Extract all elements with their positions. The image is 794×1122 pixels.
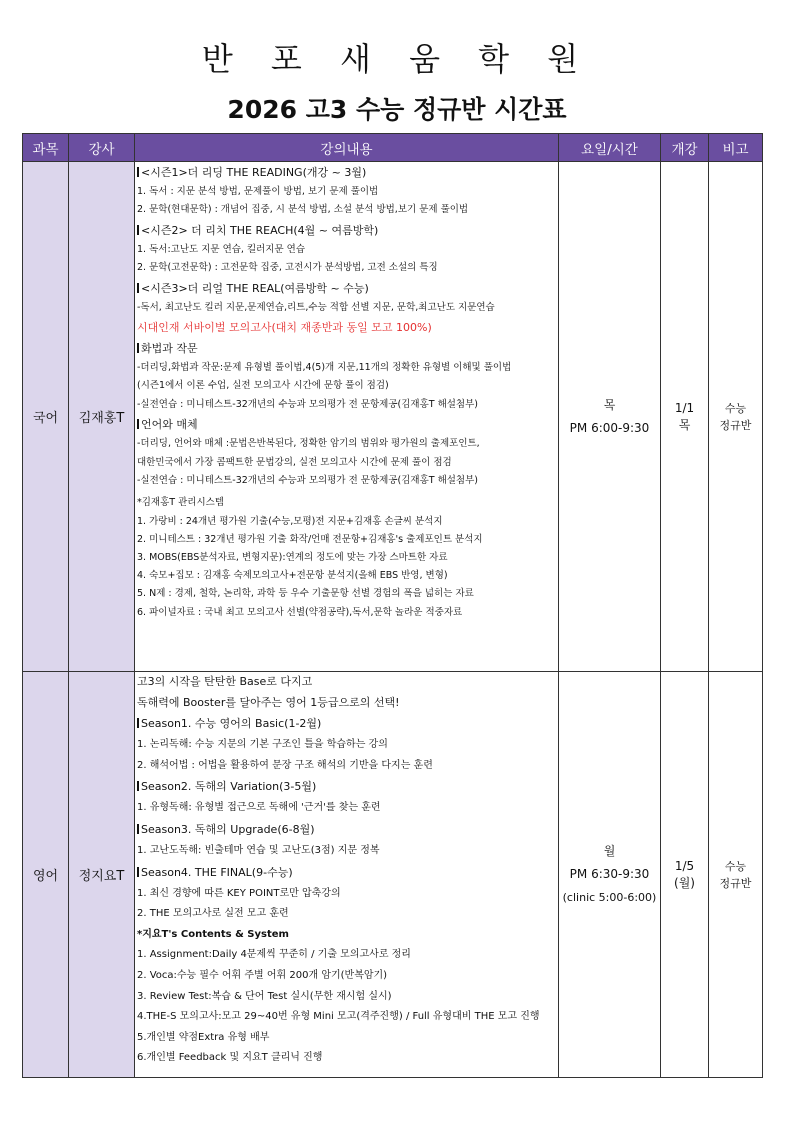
teacher-cell: 김재홍T bbox=[69, 162, 135, 672]
content-line: (시즌1에서 이론 수업, 실전 모의고사 시간에 문항 풀이 점검) bbox=[137, 380, 389, 392]
schedule-day: 목 bbox=[603, 397, 616, 412]
content-line: 1. 최신 경향에 따른 KEY POINT로만 압축강의 bbox=[137, 887, 341, 899]
header-subject: 과목 bbox=[23, 134, 69, 162]
teacher-cell: 정지요T bbox=[69, 672, 135, 1078]
section-heading: 화법과 작문 bbox=[137, 338, 556, 359]
note-cell bbox=[709, 162, 763, 672]
content-line: 2. 해석어법 : 어법을 활용하여 문장 구조 해석의 기반을 다지는 훈련 bbox=[137, 759, 433, 771]
content-line: 3. Review Test:복습 & 단어 Test 실시(무한 재시험 실시) bbox=[137, 990, 392, 1002]
season-heading: Season4. THE FINAL(9-수능) bbox=[137, 862, 556, 884]
clinic-time: (clinic 5:00-6:00) bbox=[562, 891, 657, 904]
content-line: 5.개인별 약점Extra 유형 배부 bbox=[137, 1031, 270, 1043]
content-line: 1. 유형독해: 유형별 접근으로 독해에 '근거'를 찾는 훈련 bbox=[137, 802, 381, 814]
content-cell bbox=[135, 672, 559, 1078]
content-line: 1. 가랑비 : 24개년 평가원 기출(수능,모평)전 지문+김재홍 손글씨 분석지 bbox=[137, 515, 443, 527]
content-line: 3. MOBS(EBS분석자료, 변형지문):연계의 정도에 맞는 가장 스마트한 자료 bbox=[137, 552, 448, 564]
header-teacher: 강사 bbox=[69, 134, 135, 162]
start-cell bbox=[661, 672, 709, 1078]
highlight-line: 시대인재 서바이벌 모의고사(대치 재종반과 동일 모고 100%) bbox=[137, 321, 432, 335]
season-heading: Season3. 독해의 Upgrade(6-8월) bbox=[137, 819, 556, 841]
content-line: 2. 문학(고전문학) : 고전문학 집중, 고전시가 분석방법, 고전 소설의 특징 bbox=[137, 262, 438, 274]
schedule-time: PM 6:30-9:30 bbox=[569, 867, 650, 881]
schedule-time: PM 6:00-9:30 bbox=[569, 420, 650, 435]
header-note: 비고 bbox=[709, 134, 763, 162]
content-line: 1. 독서:고난도 지문 연습, 킬러지문 연습 bbox=[137, 243, 306, 255]
content-cell bbox=[135, 162, 559, 672]
content-line: 1. Assignment:Daily 4문제씩 꾸준히 / 기출 모의고사로 정리 bbox=[137, 949, 411, 961]
system-heading: *김재홍T 관리시스템 bbox=[137, 497, 224, 509]
content-line: -더리딩, 언어와 매체 :문법은반복된다, 정확한 암기의 범위와 평가원의 출제포인트, bbox=[137, 438, 480, 450]
table-row-korean bbox=[23, 162, 763, 672]
start-date: 1/1 bbox=[674, 400, 695, 415]
note-line: 정규반 bbox=[719, 876, 752, 890]
schedule-day: 월 bbox=[603, 844, 616, 858]
subject-cell: 국어 bbox=[23, 162, 69, 672]
schedule-cell bbox=[559, 672, 661, 1078]
content-line: 2. THE 모의고사로 실전 모고 훈련 bbox=[137, 908, 289, 920]
content-line: 대한민국에서 가장 콤팩트한 문법강의, 실전 모의고사 시간에 문제 풀이 점검 bbox=[137, 456, 452, 468]
content-line: 4.THE-S 모의고사:모고 29~40번 유형 Mini 모고(격주진행) / Full 유형대비 THE 모고 진행 bbox=[137, 1011, 540, 1023]
schedule-table bbox=[22, 133, 763, 1078]
content-line: 1. 독서 : 지문 분석 방법, 문제풀이 방법, 보기 문제 풀이법 bbox=[137, 186, 379, 197]
season-heading: <시즌2> 더 리치 THE REACH(4월 ~ 여름방학) bbox=[137, 220, 556, 241]
content-line: 2. 미니테스트 : 32개년 평가원 기출 화작/언매 전문항+김재홍's 출제포인트 분석지 bbox=[137, 533, 483, 545]
start-day: 목 bbox=[678, 417, 691, 432]
intro-line: 고3의 시작을 탄탄한 Base로 다지고 bbox=[137, 675, 313, 688]
content-line: -더리딩,화법과 작문:문제 유형별 풀이법,4(5)개 지문,11개의 정확한 유형별 이해및 풀이법 bbox=[137, 362, 512, 374]
start-cell bbox=[661, 162, 709, 672]
timetable-title: 2026 고3 수능 정규반 시간표 bbox=[227, 95, 567, 124]
table-header-row bbox=[23, 134, 763, 162]
system-heading: *지요T's Contents & System bbox=[137, 928, 289, 940]
note-cell bbox=[709, 672, 763, 1078]
header-start: 개강 bbox=[661, 134, 709, 162]
header-content: 강의내용 bbox=[135, 134, 559, 162]
start-date: 1/5 bbox=[674, 858, 695, 873]
note-line: 수능 bbox=[724, 859, 747, 873]
table-row-english bbox=[23, 672, 763, 1078]
content-line: 5. N제 : 경제, 철학, 논리학, 과학 등 우수 기출문항 선별 경험의 폭을 넓히는 자료 bbox=[137, 588, 474, 600]
schedule-cell bbox=[559, 162, 661, 672]
content-line: 1. 논리독해: 수능 지문의 기본 구조인 틀을 학습하는 강의 bbox=[137, 739, 388, 751]
content-line: 6. 파이널자료 : 국내 최고 모의고사 선별(약점공략),독서,문학 놀라운 적중자료 bbox=[137, 606, 463, 618]
start-day: (월) bbox=[674, 875, 695, 890]
content-line: -독서, 최고난도 킬러 지문,문제연습,리트,수능 적합 선별 지문, 문학,최고난도 지문연습 bbox=[137, 301, 495, 313]
season-heading: <시즌3>더 리얼 THE REAL(여름방학 ~ 수능) bbox=[137, 278, 556, 299]
subject-cell: 영어 bbox=[23, 672, 69, 1078]
intro-line: 독해력에 Booster를 달아주는 영어 1등급으로의 선택! bbox=[137, 695, 400, 709]
content-line: 4. 숙모+집모 : 김재홍 숙제모의고사+전문항 분석지(올해 EBS 반영, 변형) bbox=[137, 570, 448, 582]
note-line: 수능 bbox=[724, 401, 747, 415]
season-heading: Season1. 수능 영어의 Basic(1-2월) bbox=[137, 713, 556, 735]
header-schedule: 요일/시간 bbox=[559, 134, 661, 162]
note-line: 정규반 bbox=[719, 418, 752, 432]
season-heading: <시즌1>더 리딩 THE READING(개강 ~ 3월) bbox=[137, 162, 556, 183]
academy-title: 반 포 새 움 학 원 bbox=[201, 40, 593, 78]
season-heading: Season2. 독해의 Variation(3-5월) bbox=[137, 776, 556, 798]
content-line: 6.개인별 Feedback 및 지요T 클리닉 진행 bbox=[137, 1052, 323, 1064]
content-line: -실전연습 : 미니테스트-32개년의 수능과 모의평가 전 문항제공(김재홍T 해설첨부) bbox=[137, 475, 478, 487]
content-line: 2. Voca:수능 필수 어휘 주별 어휘 200개 암기(반복암기) bbox=[137, 969, 388, 981]
section-heading: 언어와 매체 bbox=[137, 414, 556, 435]
content-line: 2. 문학(현대문학) : 개념어 집중, 시 분석 방법, 소설 분석 방법,보기 문제 풀이법 bbox=[137, 204, 469, 216]
content-line: -실전연습 : 미니테스트-32개년의 수능과 모의평가 전 문항제공(김재홍T 해설첨부) bbox=[137, 398, 478, 410]
content-line: 1. 고난도독해: 빈출테마 연습 및 고난도(3점) 지문 정복 bbox=[137, 844, 380, 856]
